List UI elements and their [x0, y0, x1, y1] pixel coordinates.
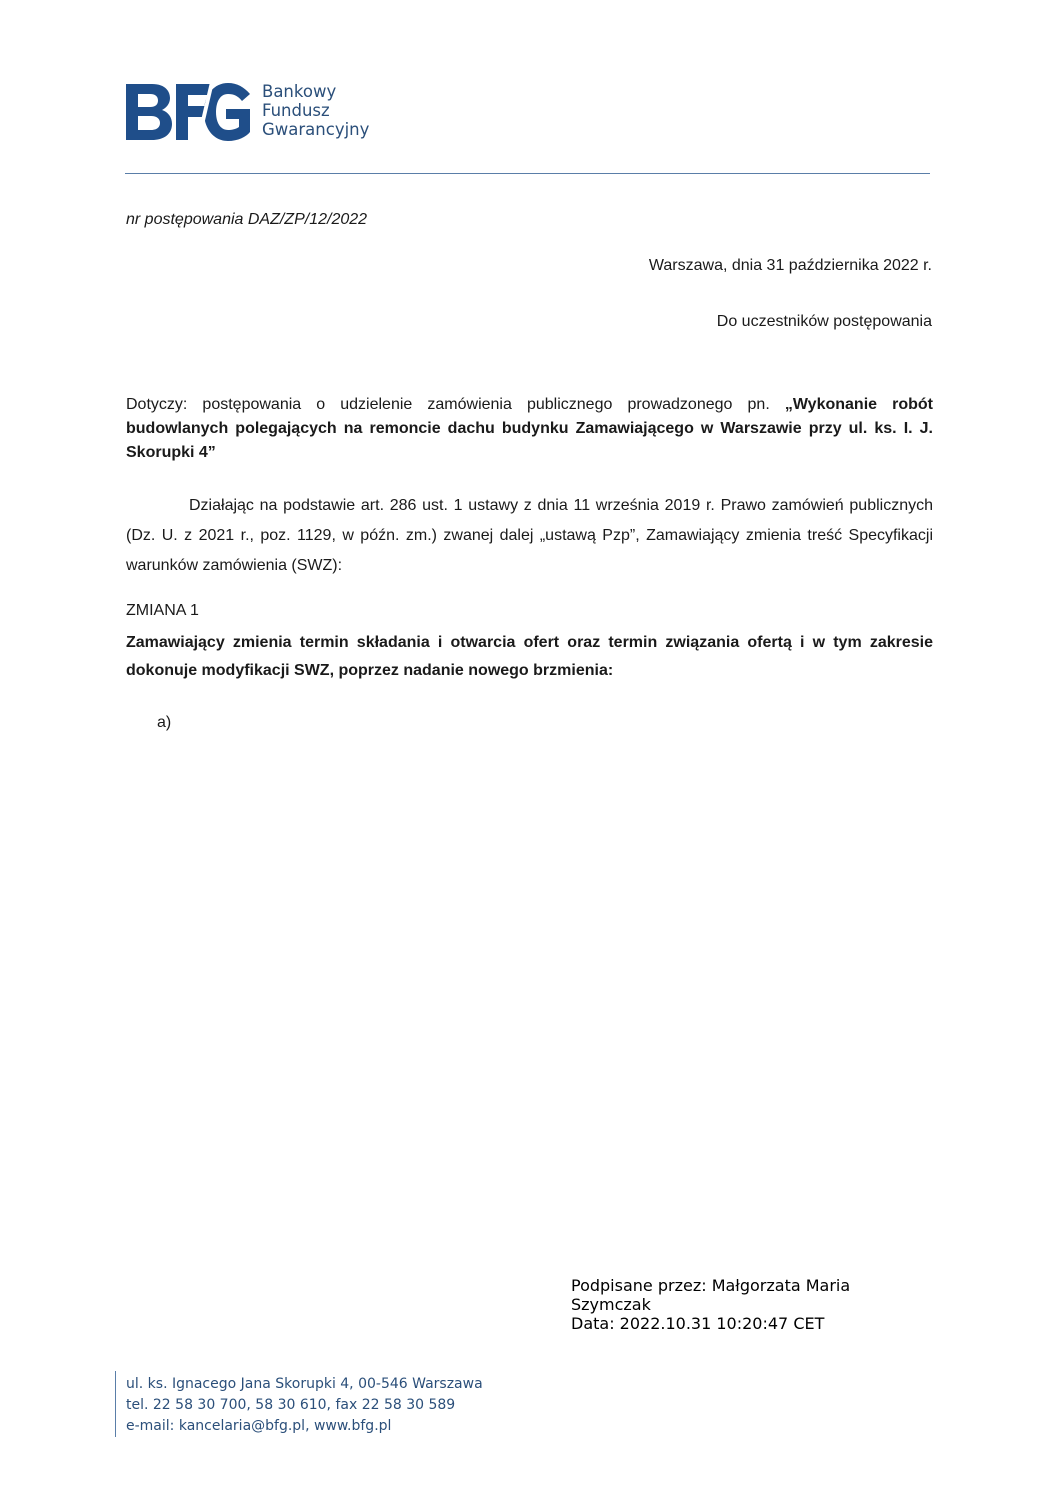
change-heading: ZMIANA 1	[126, 602, 199, 619]
footer-phones: tel. 22 58 30 700, 58 30 610, fax 22 58 30 589	[126, 1397, 456, 1413]
signature-line-1: Podpisane przez: Małgorzata Maria	[571, 1276, 851, 1295]
body-paragraph: Działając na podstawie art. 286 ust. 1 ustawy z dnia 11 września 2019 r. Prawo zamówień publicznych (Dz. U. z 2021 r., poz. 1129, w późn. zm.) zwanej dalej „ustawą Pzp”, Zamawiający zmienia treść Specyfikacji warunków zamówienia (SWZ):	[126, 497, 933, 574]
footer-address: ul. ks. Ignacego Jana Skorupki 4, 00-546 Warszawa	[126, 1376, 483, 1392]
signature-line-3: Data: 2022.10.31 10:20:47 CET	[571, 1314, 825, 1333]
change-description: Zamawiający zmienia termin składania i otwarcia ofert oraz termin związania ofertą i w tym zakresie dokonuje modyfikacji SWZ, poprzez nadanie nowego brzmienia:	[126, 634, 933, 679]
digital-signature	[571, 1276, 850, 1333]
header-divider	[125, 173, 930, 174]
bfg-logo	[126, 82, 369, 144]
logo-line-3: Gwarancyjny	[262, 120, 370, 139]
subject-title: „Wykonanie robót budowlanych polegających na remoncie dachu budynku Zamawiającego w Warszawie przy ul. ks. I. J. Skorupki 4”	[126, 396, 933, 461]
footer-contact	[126, 1374, 483, 1437]
recipients-line: Do uczestników postępowania	[716, 313, 932, 330]
subject-paragraph	[126, 393, 933, 465]
case-reference: nr postępowania DAZ/ZP/12/2022	[126, 211, 368, 228]
bfg-wordmark	[262, 82, 369, 139]
letter-date: Warszawa, dnia 31 października 2022 r.	[648, 257, 932, 274]
footer-divider	[115, 1371, 116, 1437]
signature-line-2: Szymczak	[571, 1295, 651, 1314]
subject-prefix: Dotyczy: postępowania o udzielenie zamówienia publicznego prowadzonego pn.	[126, 396, 785, 413]
logo-line-1: Bankowy	[262, 82, 337, 101]
footer-email-web: e-mail: kancelaria@bfg.pl, www.bfg.pl	[126, 1418, 392, 1434]
logo-line-2: Fundusz	[262, 101, 330, 120]
bfg-logo-icon	[126, 82, 252, 142]
list-item-a: a)	[157, 714, 172, 731]
